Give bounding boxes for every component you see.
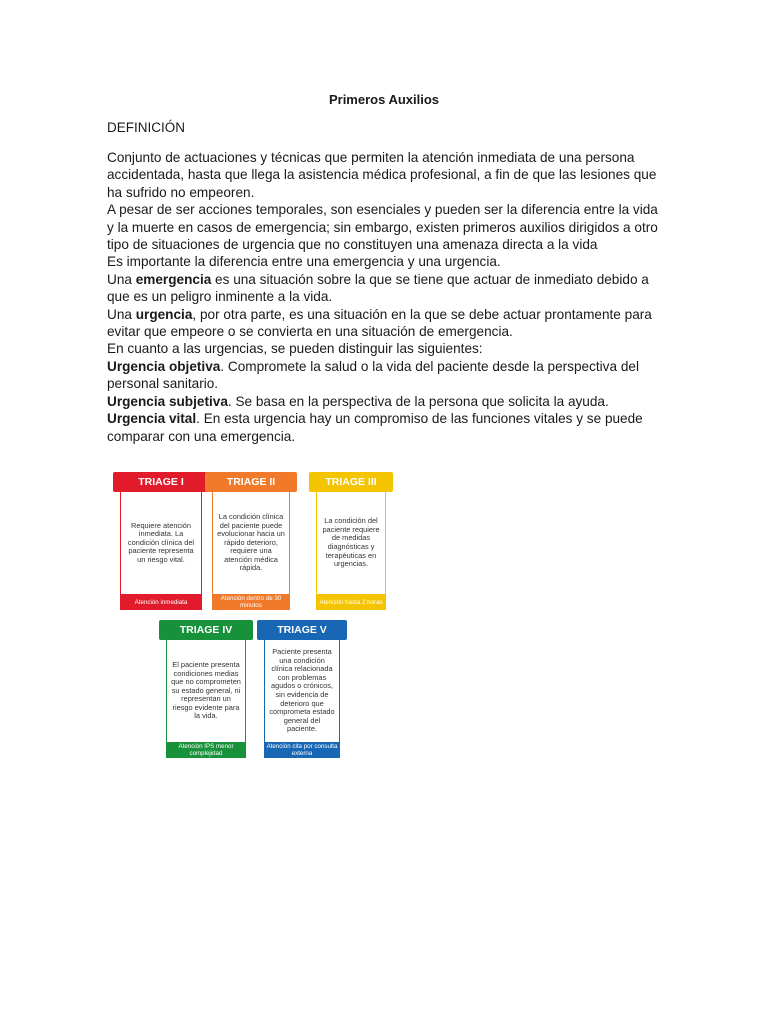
triage-4-label: TRIAGE IV (159, 620, 253, 640)
term-urgencia-objetiva: Urgencia objetiva (107, 358, 221, 374)
page-title: Primeros Auxilios (328, 92, 440, 107)
section-heading: DEFINICIÓN (107, 120, 186, 135)
paragraph-urgencia-subjetiva: Urgencia subjetiva. Se basa en la perspectiva de la persona que solicita la ayuda. (107, 393, 609, 409)
triage-5-label: TRIAGE V (257, 620, 347, 640)
triage-5-footer: Atención cita por consulta externa (266, 743, 338, 757)
triage-3-footer: Atención hasta 2 horas (317, 594, 385, 610)
triage-4-footer: Atención IPS menor complejidad (167, 742, 245, 758)
triage-card-1 (120, 472, 202, 610)
paragraph-difference: Es importante la diferencia entre una emergencia y una urgencia. (107, 254, 501, 270)
triage-5-description: Paciente presenta una condición clínica relacionada con problemas agudos o crónicos, sin evidencia de deterioro que comprometa estado general del paciente. (269, 647, 335, 734)
triage-3-label: TRIAGE III (309, 472, 393, 492)
triage-card-5 (264, 620, 340, 758)
paragraph-definition: Conjunto de actuaciones y técnicas que permiten la atención inmediata de una persona accidentada, hasta que llega la asistencia médica profesional, a fin de que las lesiones que ha sufrido no empeoren. (107, 150, 657, 200)
triage-1-label: TRIAGE I (113, 472, 209, 492)
paragraph-urgencia-vital: Urgencia vital. En esta urgencia hay un compromiso de las funciones vitales y se puede comparar con una emergencia. (107, 411, 643, 444)
term-emergencia: emergencia (135, 271, 212, 287)
triage-card-2 (212, 472, 290, 610)
paragraph-importance: A pesar de ser acciones temporales, son esenciales y pueden ser la diferencia entre la vida y la muerte en casos de emergencia; sin embargo, existen primeros auxilios dirigidos a otro tipo de situaciones de urgencia que no constituyen una amenaza directa a la vida (107, 202, 658, 253)
triage-diagram (108, 460, 400, 760)
triage-2-description: La condición clínica del paciente puede evolucionar hacia un rápido deterioro, requiere una atención médica rápida. (217, 511, 285, 573)
triage-card-4 (166, 620, 246, 758)
triage-2-label: TRIAGE II (205, 472, 297, 492)
paragraph-urgencia-objetiva: Urgencia objetiva. Compromete la salud o la vida del paciente desde la perspectiva del personal sanitario. (107, 358, 639, 392)
triage-4-description: El paciente presenta condiciones medias que no comprometen su estado general, ni representan un riesgo evidente para la vida. (171, 659, 241, 721)
paragraph-emergencia: Una emergencia es una situación sobre la que se tiene que actuar de inmediato debido a que es un peligro inminente a la vida. (107, 271, 649, 305)
term-urgencia: urgencia (135, 306, 193, 322)
term-urgencia-vital: Urgencia vital (107, 411, 197, 427)
body-text (107, 149, 667, 445)
triage-2-footer: Atención dentro de 30 minutos (213, 594, 289, 610)
triage-1-footer: Atención inmediata (121, 594, 201, 610)
paragraph-types-intro: En cuanto a las urgencias, se pueden distinguir las siguientes: (107, 341, 483, 357)
triage-3-description: La condición del paciente requiere de medidas diagnósticas y terapéuticas en urgencias. (322, 516, 380, 569)
term-urgencia-subjetiva: Urgencia subjetiva (107, 393, 228, 409)
triage-card-3 (316, 472, 386, 610)
paragraph-urgencia: Una urgencia, por otra parte, es una situación en la que se debe actuar prontamente para evitar que empeore o se convierta en una situación de emergencia. (107, 306, 652, 340)
triage-1-description: Requiere atención inmediata. La condición clínica del paciente representa un riesgo vital. (127, 520, 195, 564)
